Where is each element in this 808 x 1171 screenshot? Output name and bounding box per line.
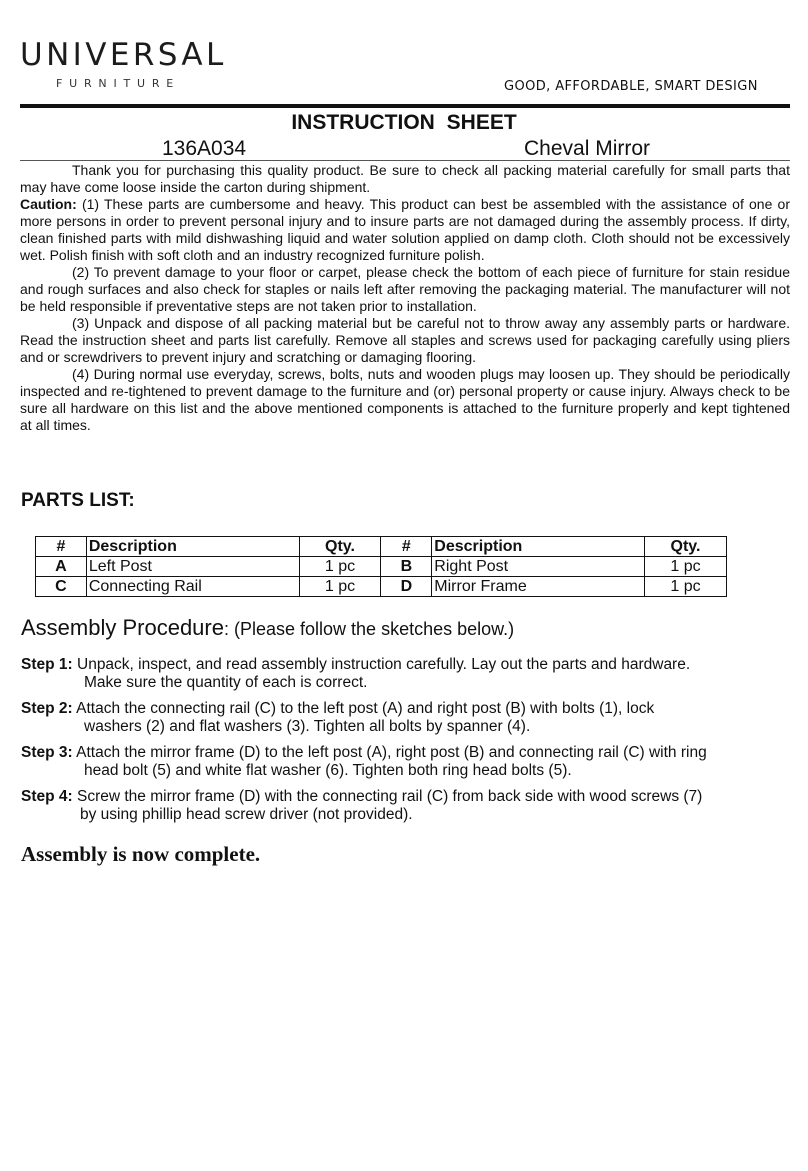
part-quantity: 1 pc [644, 577, 726, 597]
step-text-continued: by using phillip head screw driver (not provided). [80, 806, 413, 823]
tagline: GOOD, AFFORDABLE, SMART DESIGN [504, 79, 758, 94]
model-number: 136A034 [162, 137, 247, 160]
table-header: Description [432, 537, 645, 557]
instruction-paragraph-2: (2) To prevent damage to your floor or carpet, please check the bottom of each piece of furniture for stain residue and rough surfaces and also check for staples or nails left after removing the packaging material. The manufacturer will not be held responsible if preventative steps are not taken prior to installation. [20, 264, 790, 314]
part-quantity: 1 pc [299, 577, 381, 597]
brand-name: UNIVERSAL [20, 37, 227, 73]
part-id: B [381, 557, 432, 577]
step-text: Screw the mirror frame (D) with the connecting rail (C) from back side with wood screws (7) [77, 788, 703, 805]
brand-subtitle: FURNITURE [56, 77, 181, 90]
part-id: D [381, 577, 432, 597]
parts-list-heading: PARTS LIST: [21, 490, 135, 511]
table-header-row [36, 537, 727, 557]
instruction-paragraph-3: (3) Unpack and dispose of all packing material but be careful not to throw away any assembly parts or hardware. Read the instruction sheet and parts list carefully. Remove all staples and screws used for packaging carefully using pliers and or screwdrivers to prevent injury and scratching or damaging flooring. [20, 315, 790, 365]
caution-text: (1) These parts are cumbersome and heavy. This product can best be assembled with the assistance of one or more persons in order to prevent personal injury and to insure parts are not damaged during the assembly process. If dirty, clean finished parts with mild dishwashing liquid and water solution applied on damp cloth. Cloth should not be excessively wet. Polish finish with soft cloth and an industry recognized furniture polish. [20, 196, 791, 263]
step-text: Attach the mirror frame (D) to the left post (A), right post (B) and connecting rail (C) with ring [76, 744, 707, 761]
step-text-continued: Make sure the quantity of each is correct. [84, 674, 368, 691]
part-description: Connecting Rail [86, 577, 299, 597]
completion-message: Assembly is now complete. [21, 842, 261, 866]
step-text: Unpack, inspect, and read assembly instruction carefully. Lay out the parts and hardware. [77, 656, 691, 673]
caution-paragraph [20, 196, 790, 264]
step-text-continued: head bolt (5) and white flat washer (6). Tighten both ring head bolts (5). [84, 762, 572, 779]
instruction-paragraph-4: (4) During normal use everyday, screws, bolts, nuts and wooden plugs may loosen up. They should be periodically inspected and re-tightened to prevent damage to the furniture and (or) personal property or cause injury. Always check to be sure all hardware on this list and the above mentioned components is attached to the furniture properly and kept tightened at all times. [20, 366, 790, 433]
step-label: Step 3: [21, 744, 73, 761]
table-header: # [381, 537, 432, 557]
table-header: Qty. [644, 537, 726, 557]
caution-label: Caution: [20, 196, 77, 212]
assembly-heading [21, 614, 514, 643]
part-description: Left Post [86, 557, 299, 577]
assembly-steps [21, 656, 791, 832]
page-title: INSTRUCTION SHEET [291, 111, 517, 134]
intro-paragraph: Thank you for purchasing this quality product. Be sure to check all packing material carefully for small parts that may have come loose inside the carton during shipment. [20, 162, 790, 195]
table-header: Description [86, 537, 299, 557]
part-quantity: 1 pc [299, 557, 381, 577]
part-id: A [36, 557, 87, 577]
step-text-continued: washers (2) and flat washers (3). Tighten all bolts by spanner (4). [84, 718, 531, 735]
part-description: Mirror Frame [432, 577, 645, 597]
table-header: # [36, 537, 87, 557]
intro-section [20, 162, 790, 434]
step-label: Step 1: [21, 656, 73, 673]
assembly-title: Assembly Procedure [21, 615, 224, 640]
assembly-step [21, 656, 791, 692]
header-divider [20, 104, 790, 108]
part-quantity: 1 pc [644, 557, 726, 577]
step-label: Step 4: [21, 788, 73, 805]
step-text: Attach the connecting rail (C) to the left post (A) and right post (B) with bolts (1), lock [76, 700, 655, 717]
table-row [36, 557, 727, 577]
product-name: Cheval Mirror [524, 137, 651, 160]
assembly-step [21, 788, 791, 824]
parts-table [35, 536, 727, 597]
part-description: Right Post [432, 557, 645, 577]
step-label: Step 2: [21, 700, 73, 717]
brand-logo [20, 37, 227, 90]
table-header: Qty. [299, 537, 381, 557]
table-row [36, 577, 727, 597]
title-divider [20, 160, 790, 161]
assembly-step [21, 700, 791, 736]
part-id: C [36, 577, 87, 597]
assembly-step [21, 744, 791, 780]
assembly-note: : (Please follow the sketches below.) [223, 619, 515, 639]
